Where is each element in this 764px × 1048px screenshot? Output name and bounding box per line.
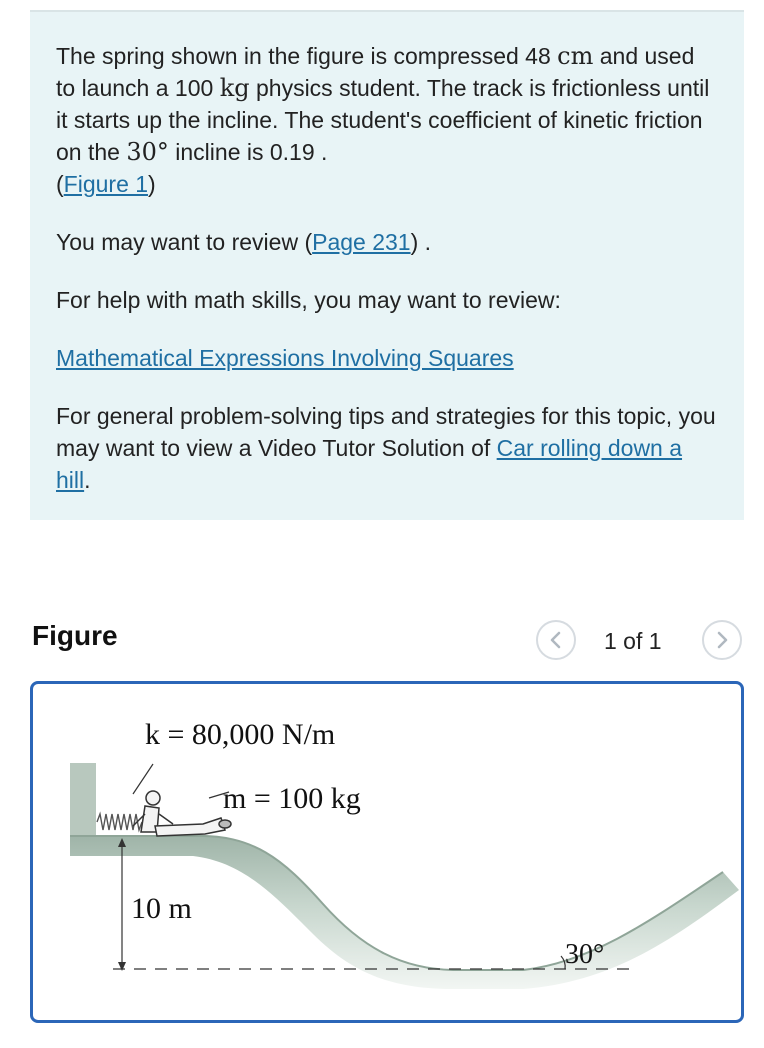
car-rolling-link[interactable]: Car rolling down a hill <box>56 435 683 493</box>
next-figure-button[interactable] <box>702 620 742 660</box>
angle-value: 30° <box>126 138 169 166</box>
paren: ) <box>148 171 156 197</box>
figure-1-link[interactable]: Figure 1 <box>63 171 149 197</box>
problem-text-part: incline is 0.19 . <box>168 139 328 165</box>
student-figure <box>133 791 231 836</box>
unit-cm: cm <box>557 42 594 70</box>
video-tutor-text <box>56 400 718 496</box>
problem-text <box>56 40 718 200</box>
height-label: 10 m <box>131 892 192 925</box>
figure-title: Figure <box>32 620 118 651</box>
video-text-part: . <box>84 467 91 493</box>
height-arrow-bottom <box>118 962 126 971</box>
previous-figure-button[interactable] <box>536 620 576 660</box>
video-text-part: For general problem-solving tips and strategies for this topic, you may want to view a Video Tutor Solution of <box>56 403 716 461</box>
problem-text-part: and used to launch a 100 <box>56 43 695 101</box>
chevron-right-icon <box>715 631 729 649</box>
figure-counter: 1 of 1 <box>604 628 662 654</box>
review-page-text <box>56 226 718 258</box>
math-skill-paragraph <box>56 342 718 374</box>
review-text-part: ) . <box>410 229 432 255</box>
spring-constant-label: k = 80,000 N/m <box>145 718 336 751</box>
unit-kg: kg <box>219 74 250 102</box>
problem-text-part: The spring shown in the figure is compressed 48 <box>56 43 558 69</box>
problem-text-part: physics student. The track is frictionless until it starts up the incline. The student's coefficient of kinetic friction on the <box>56 75 710 165</box>
spring <box>97 814 142 830</box>
k-leader-line <box>133 764 153 794</box>
wall-block <box>70 763 96 841</box>
problem-statement-panel <box>30 10 744 520</box>
chevron-left-icon <box>549 631 563 649</box>
angle-label: 30° <box>565 939 605 970</box>
paren: ( <box>56 171 64 197</box>
math-help-text: For help with math skills, you may want to review: <box>56 287 561 313</box>
figure-frame <box>30 681 744 1023</box>
page-231-link[interactable]: Page 231 <box>312 229 411 255</box>
review-text-part: You may want to review ( <box>56 229 313 255</box>
spring-track-diagram <box>33 684 741 1020</box>
math-expressions-link[interactable]: Mathematical Expressions Involving Squares <box>56 345 514 371</box>
figure-header <box>30 616 744 672</box>
mass-label: m = 100 kg <box>223 782 361 815</box>
